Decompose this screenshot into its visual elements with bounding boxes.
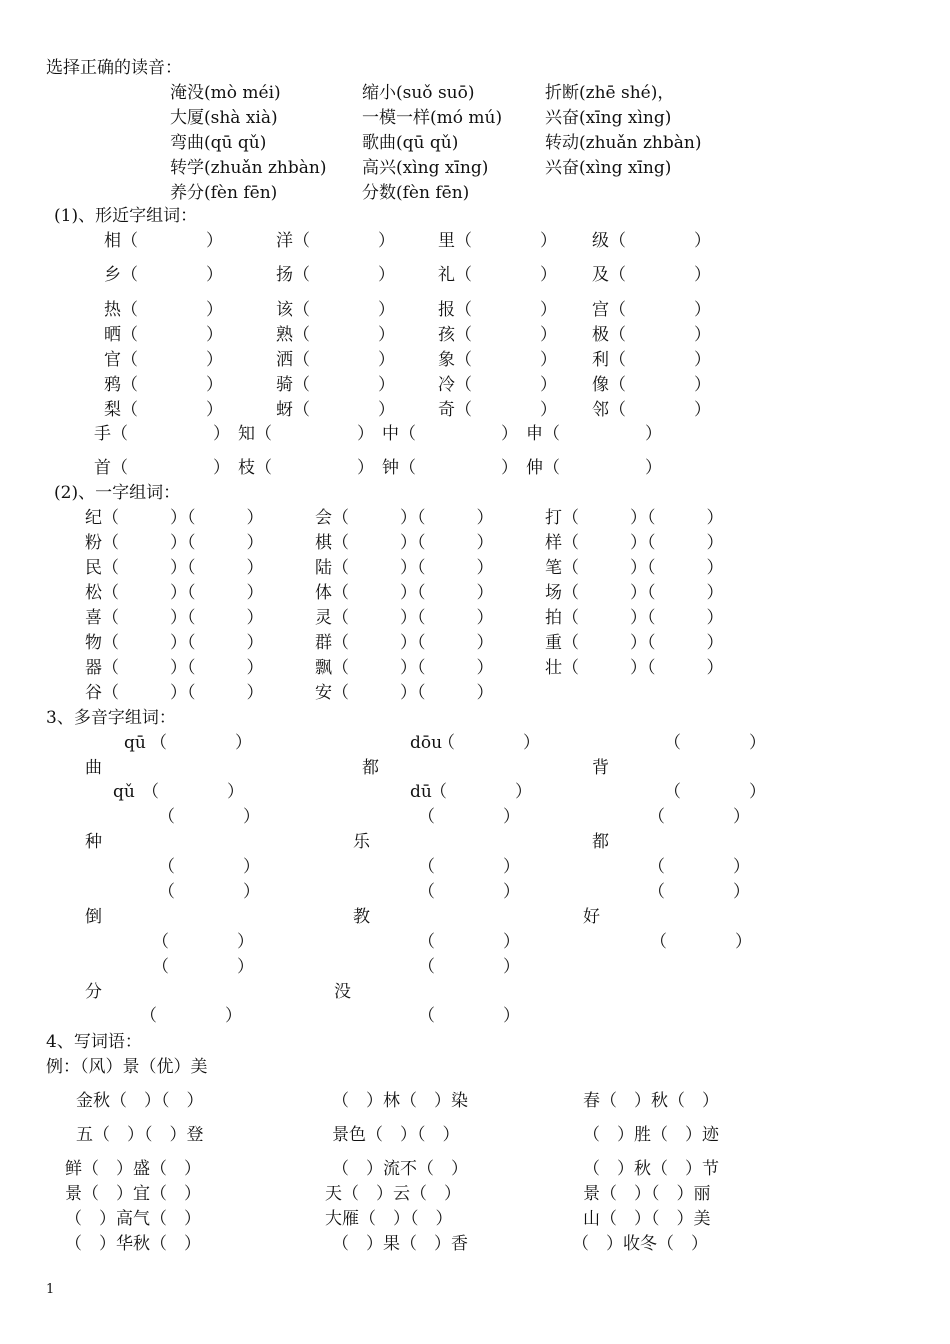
write-words-item: 山（ ）（ ）美 [583, 1209, 711, 1229]
write-words-item: 景（ ）宜（ ） [65, 1184, 201, 1204]
similar-char-item: 邻（ ） [592, 400, 711, 420]
one-char-item: 笔（ ）（ ） [545, 558, 724, 578]
similar-char-item: 乡（ ） [104, 265, 223, 285]
pronunciation-item: 养分(fèn fēn) [170, 183, 278, 203]
pronunciation-item: 高兴(xìng xīng) [362, 158, 489, 178]
similar-char-item: 官（ ） [104, 350, 223, 370]
similar-char-item: 像（ ） [592, 375, 711, 395]
pronunciation-item: 大厦(shà xià) [170, 108, 278, 128]
reading-label: dū [410, 782, 432, 802]
polyphonic-char: 都 [592, 832, 609, 852]
write-words-item: （ ）高气（ ） [65, 1209, 201, 1229]
section-heading-pronunciation: 选择正确的读音： [46, 58, 182, 78]
similar-char-item: 里（ ） [438, 231, 557, 251]
write-words-item: 大雁（ ）（ ） [325, 1209, 453, 1229]
section-heading-polyphonic: 3、多音字组词： [46, 708, 176, 728]
answer-blank: （ ） [418, 807, 520, 827]
one-char-item: 棋（ ）（ ） [315, 533, 494, 553]
one-char-item: 物（ ）（ ） [85, 633, 264, 653]
write-words-item: 景色（ ）（ ） [332, 1125, 460, 1145]
pronunciation-item: 淹没(mò méi) [170, 83, 281, 103]
one-char-item: 粉（ ）（ ） [85, 533, 264, 553]
one-char-item: 会（ ）（ ） [315, 508, 494, 528]
reading-label: dōu [410, 733, 443, 753]
similar-char-item: 熟（ ） [276, 325, 395, 345]
similar-char-item: 梨（ ） [104, 400, 223, 420]
similar-char-item: 孩（ ） [438, 325, 557, 345]
similar-char-item: 报（ ） [438, 300, 557, 320]
similar-char-item: 中（ ） [382, 424, 518, 444]
one-char-item: 谷（ ）（ ） [85, 683, 264, 703]
write-words-item: 金秋（ ）（ ） [76, 1091, 204, 1111]
similar-char-item: 鸦（ ） [104, 375, 223, 395]
write-words-item: 五（ ）（ ）登 [76, 1125, 204, 1145]
one-char-item: 纪（ ）（ ） [85, 508, 264, 528]
answer-blank: （ ） [158, 882, 260, 902]
one-char-item: 拍（ ）（ ） [545, 608, 724, 628]
similar-char-item: 洒（ ） [276, 350, 395, 370]
answer-blank: （ ） [418, 1006, 520, 1026]
similar-char-item: 及（ ） [592, 265, 711, 285]
one-char-item: 体（ ）（ ） [315, 583, 494, 603]
similar-char-item: 钟（ ） [382, 458, 518, 478]
similar-char-item: 洋（ ） [276, 231, 395, 251]
write-words-item: （ ）林（ ）染 [332, 1091, 468, 1111]
similar-char-item: 蚜（ ） [276, 400, 395, 420]
answer-blank: （ ） [150, 733, 252, 753]
reading-label: qū [124, 733, 146, 753]
answer-blank: （ ） [418, 882, 520, 902]
one-char-item: 打（ ）（ ） [545, 508, 724, 528]
one-char-item: 灵（ ）（ ） [315, 608, 494, 628]
reading-label: qǔ [113, 782, 135, 802]
similar-char-item: 申（ ） [526, 424, 662, 444]
similar-char-item: 晒（ ） [104, 325, 223, 345]
write-words-item: （ ）秋（ ）节 [583, 1159, 719, 1179]
one-char-item: 安（ ）（ ） [315, 683, 494, 703]
similar-char-item: 冷（ ） [438, 375, 557, 395]
pronunciation-item: 兴奋(xīng xìng) [545, 108, 672, 128]
polyphonic-char: 分 [85, 982, 102, 1002]
write-words-item: （ ）华秋（ ） [65, 1234, 201, 1254]
one-char-item: 松（ ）（ ） [85, 583, 264, 603]
answer-blank: （ ） [140, 1006, 242, 1026]
one-char-item: 陆（ ）（ ） [315, 558, 494, 578]
similar-char-item: 热（ ） [104, 300, 223, 320]
answer-blank: （ ） [648, 882, 750, 902]
one-char-item: 民（ ）（ ） [85, 558, 264, 578]
answer-blank: （ ） [438, 733, 540, 753]
answer-blank: （ ） [142, 782, 244, 802]
answer-blank: （ ） [430, 782, 532, 802]
one-char-item: 群（ ）（ ） [315, 633, 494, 653]
polyphonic-char: 背 [592, 758, 609, 778]
similar-char-item: 手（ ） [94, 424, 230, 444]
write-words-item: （ ）收冬（ ） [572, 1234, 708, 1254]
write-words-item: （ ）胜（ ）迹 [583, 1125, 719, 1145]
answer-blank: （ ） [648, 807, 750, 827]
write-words-item: 鲜（ ）盛（ ） [65, 1159, 201, 1179]
answer-blank: （ ） [418, 957, 520, 977]
polyphonic-char: 没 [334, 982, 351, 1002]
write-words-item: 天（ ）云（ ） [325, 1184, 461, 1204]
pronunciation-item: 折断(zhē shé)， [545, 83, 675, 103]
pronunciation-item: 弯曲(qū qǔ) [170, 133, 267, 153]
similar-char-item: 该（ ） [276, 300, 395, 320]
section-heading-one-char: (2)、一字组词： [54, 483, 181, 503]
one-char-item: 喜（ ）（ ） [85, 608, 264, 628]
answer-blank: （ ） [648, 857, 750, 877]
example-line: 例：（风）景（优）美 [46, 1057, 208, 1077]
one-char-item: 场（ ）（ ） [545, 583, 724, 603]
similar-char-item: 奇（ ） [438, 400, 557, 420]
polyphonic-char: 教 [353, 907, 370, 927]
one-char-item: 器（ ）（ ） [85, 658, 264, 678]
polyphonic-char: 曲 [85, 758, 102, 778]
similar-char-item: 首（ ） [94, 458, 230, 478]
answer-blank: （ ） [664, 733, 766, 753]
similar-char-item: 知（ ） [238, 424, 374, 444]
one-char-item: 飘（ ）（ ） [315, 658, 494, 678]
similar-char-item: 枝（ ） [238, 458, 374, 478]
answer-blank: （ ） [418, 932, 520, 952]
similar-char-item: 级（ ） [592, 231, 711, 251]
similar-char-item: 伸（ ） [526, 458, 662, 478]
pronunciation-item: 歌曲(qū qǔ) [362, 133, 459, 153]
similar-char-item: 极（ ） [592, 325, 711, 345]
write-words-item: （ ）果（ ）香 [332, 1234, 468, 1254]
one-char-item: 样（ ）（ ） [545, 533, 724, 553]
polyphonic-char: 倒 [85, 907, 102, 927]
similar-char-item: 扬（ ） [276, 265, 395, 285]
write-words-item: （ ）流不（ ） [332, 1159, 468, 1179]
answer-blank: （ ） [418, 857, 520, 877]
answer-blank: （ ） [664, 782, 766, 802]
similar-char-item: 宫（ ） [592, 300, 711, 320]
pronunciation-item: 一模一样(mó mú) [362, 108, 503, 128]
polyphonic-char: 种 [85, 832, 102, 852]
answer-blank: （ ） [158, 807, 260, 827]
one-char-item: 壮（ ）（ ） [545, 658, 724, 678]
pronunciation-item: 缩小(suǒ suō) [362, 83, 475, 103]
polyphonic-char: 都 [362, 758, 379, 778]
answer-blank: （ ） [158, 857, 260, 877]
section-heading-write-words: 4、写词语： [46, 1032, 142, 1052]
one-char-item: 重（ ）（ ） [545, 633, 724, 653]
answer-blank: （ ） [152, 957, 254, 977]
page-number: 1 [46, 1282, 55, 1297]
similar-char-item: 象（ ） [438, 350, 557, 370]
similar-char-item: 礼（ ） [438, 265, 557, 285]
similar-char-item: 骑（ ） [276, 375, 395, 395]
write-words-item: 春（ ）秋（ ） [583, 1091, 719, 1111]
pronunciation-item: 兴奋(xìng xīng) [545, 158, 672, 178]
polyphonic-char: 乐 [353, 832, 370, 852]
pronunciation-item: 转动(zhuǎn zhbàn) [545, 133, 702, 153]
write-words-item: 景（ ）（ ）丽 [583, 1184, 711, 1204]
answer-blank: （ ） [650, 932, 752, 952]
similar-char-item: 相（ ） [104, 231, 223, 251]
section-heading-similar-chars: (1)、形近字组词： [54, 206, 198, 226]
pronunciation-item: 分数(fèn fēn) [362, 183, 470, 203]
answer-blank: （ ） [152, 932, 254, 952]
polyphonic-char: 好 [583, 907, 600, 927]
pronunciation-item: 转学(zhuǎn zhbàn) [170, 158, 327, 178]
similar-char-item: 利（ ） [592, 350, 711, 370]
